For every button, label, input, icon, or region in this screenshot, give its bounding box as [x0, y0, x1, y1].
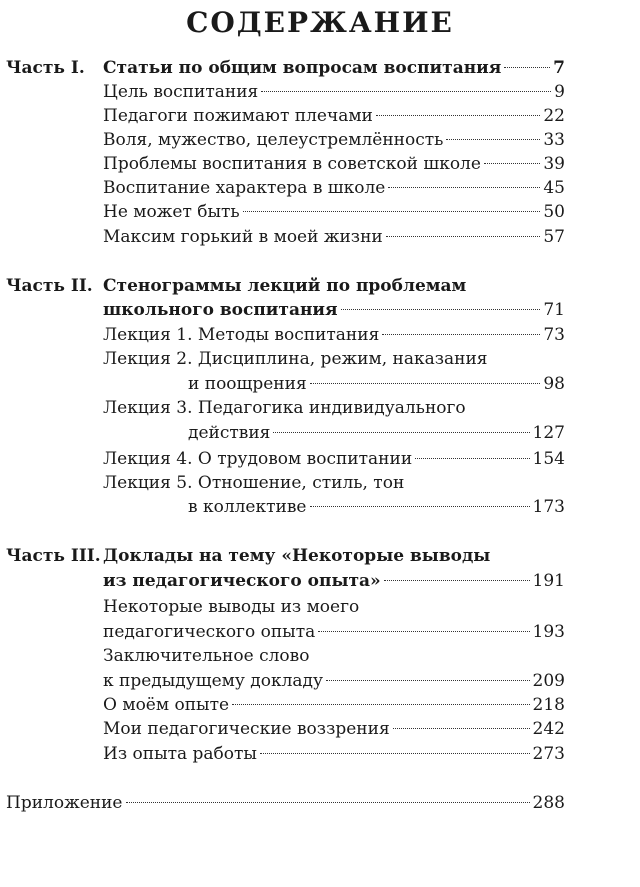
leader-dots	[388, 187, 540, 188]
toc-entry[interactable]	[188, 420, 565, 446]
page-number: 193	[532, 622, 565, 642]
leader-dots	[261, 91, 551, 92]
page-title: СОДЕРЖАНИЕ	[186, 6, 454, 39]
entry-title: Не может быть	[103, 202, 240, 222]
leader-dots	[232, 704, 529, 705]
page-number: 273	[532, 744, 565, 764]
toc-entry[interactable]	[103, 127, 565, 153]
toc-entry[interactable]	[103, 716, 565, 742]
part2-label: Часть II.	[6, 276, 93, 296]
leader-dots	[393, 728, 530, 729]
page-number: 154	[532, 449, 565, 469]
toc-entry[interactable]	[103, 79, 565, 105]
leader-dots	[243, 211, 541, 212]
page-number: 39	[543, 154, 565, 174]
toc-entry[interactable]	[103, 103, 565, 129]
toc-entry[interactable]	[103, 175, 565, 201]
page-number: 218	[532, 695, 565, 715]
leader-dots	[376, 115, 540, 116]
leader-dots	[446, 139, 540, 140]
toc-entry[interactable]	[103, 199, 565, 225]
page-number: 71	[543, 300, 565, 320]
entry-title-line2: педагогического опыта	[103, 622, 316, 642]
page-number: 191	[532, 571, 565, 591]
entry-title-line2: и поощрения	[188, 374, 307, 394]
entry-title-line2: к предыдущему докладу	[103, 671, 323, 691]
part3-label: Часть III.	[6, 546, 101, 566]
part1-label: Часть I.	[6, 58, 85, 78]
toc-entry-appendix[interactable]	[6, 790, 565, 816]
entry-title-line1: Лекция 5. Отношение, стиль, тон	[103, 473, 405, 493]
entry-title: Проблемы воспитания в советской школе	[103, 154, 481, 174]
page-number: 33	[543, 130, 565, 150]
page-number: 173	[532, 497, 565, 517]
leader-dots	[273, 432, 529, 433]
leader-dots	[318, 631, 529, 632]
toc-entry[interactable]	[103, 741, 565, 767]
page-number: 57	[543, 227, 565, 247]
page-number: 209	[532, 671, 565, 691]
page-number: 288	[532, 793, 565, 813]
leader-dots	[341, 309, 541, 310]
leader-dots	[260, 753, 530, 754]
toc-entry[interactable]	[103, 446, 565, 472]
part2-heading-line2: школьного воспитания	[103, 300, 338, 320]
entry-title: Цель воспитания	[103, 82, 259, 102]
entry-title-line1: Лекция 2. Дисциплина, режим, наказания	[103, 349, 488, 369]
entry-title: Из опыта работы	[103, 744, 257, 764]
part2-heading-line1: Стенограммы лекций по проблемам	[103, 276, 467, 296]
toc-entry[interactable]	[103, 692, 565, 718]
page-number: 22	[543, 106, 565, 126]
entry-title-line1: Лекция 3. Педагогика индивидуального	[103, 398, 466, 418]
leader-dots	[386, 236, 541, 237]
entry-title: Воля, мужество, целеустремлённость	[103, 130, 444, 150]
page-number: 45	[543, 178, 565, 198]
page-number: 242	[532, 719, 565, 739]
page-number: 7	[553, 58, 565, 78]
toc-entry[interactable]	[103, 224, 565, 250]
leader-dots	[310, 506, 530, 507]
entry-title: Лекция 4. О трудовом воспитании	[103, 449, 413, 469]
entry-title-line2: действия	[188, 423, 271, 443]
toc-entry[interactable]	[103, 297, 565, 323]
toc-entry[interactable]	[103, 568, 565, 594]
part1-heading: Статьи по общим вопросам воспитания	[103, 58, 502, 78]
page-number: 127	[532, 423, 565, 443]
entry-title: Максим горький в моей жизни	[103, 227, 383, 247]
toc-entry[interactable]	[103, 151, 565, 177]
entry-title: Мои педагогические воззрения	[103, 719, 390, 739]
part3-heading-line2: из педагогического опыта»	[103, 571, 381, 591]
entry-title: О моём опыте	[103, 695, 230, 715]
part3-heading-line1: Доклады на тему «Некоторые выводы	[103, 546, 491, 566]
entry-title-line2: в коллективе	[188, 497, 307, 517]
entry-title: Приложение	[6, 793, 123, 813]
entry-title: Педагоги пожимают плечами	[103, 106, 373, 126]
page-number: 73	[543, 325, 565, 345]
leader-dots	[382, 334, 540, 335]
leader-dots	[126, 802, 530, 803]
toc-entry[interactable]	[188, 494, 565, 520]
leader-dots	[484, 163, 540, 164]
leader-dots	[310, 383, 541, 384]
entry-title: Воспитание характера в школе	[103, 178, 386, 198]
page-number: 9	[554, 82, 565, 102]
page-number: 98	[543, 374, 565, 394]
toc-entry[interactable]	[103, 619, 565, 645]
leader-dots	[326, 680, 530, 681]
toc-entry[interactable]	[103, 668, 565, 694]
leader-dots	[384, 580, 530, 581]
entry-title-line1: Некоторые выводы из моего	[103, 597, 360, 617]
entry-title: Лекция 1. Методы воспитания	[103, 325, 380, 345]
toc-entry[interactable]	[188, 371, 565, 397]
toc-entry[interactable]	[103, 55, 565, 81]
entry-title-line1: Заключительное слово	[103, 646, 310, 666]
leader-dots	[504, 67, 550, 68]
page-number: 50	[543, 202, 565, 222]
leader-dots	[415, 458, 529, 459]
toc-entry[interactable]	[103, 322, 565, 348]
